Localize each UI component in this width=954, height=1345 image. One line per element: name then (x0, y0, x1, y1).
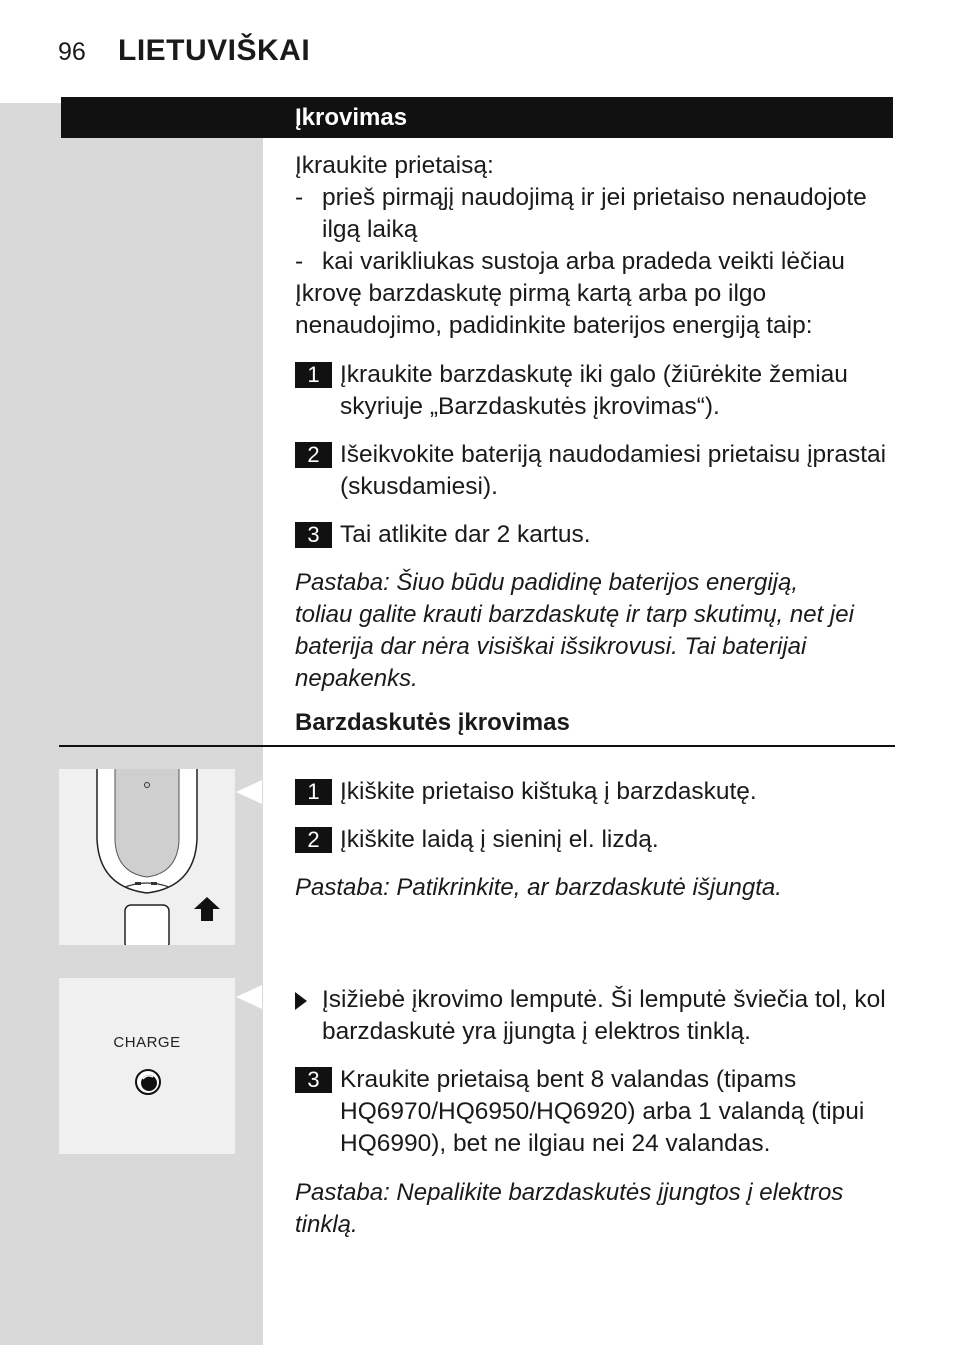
bullet-item: Įsižiebė įkrovimo lemputė. Ši lemputė šviečia tol, kol barzdaskutė yra įjungta į elektros tinklą. (295, 984, 905, 1048)
charge-light-illustration (59, 978, 235, 1154)
note-b-block (295, 872, 905, 904)
dash-item: - kai varikliukas sustoja arba pradeda veikti lėčiau (295, 248, 845, 275)
section-title: Įkrovimas (295, 104, 408, 131)
bullet-block (295, 984, 905, 1048)
step-number: 2 (295, 827, 332, 853)
page-number: 96 (58, 38, 86, 66)
step-number: 1 (295, 362, 332, 388)
steps-b (295, 824, 905, 856)
step-c-block (295, 1064, 905, 1160)
intro-paragraph: Įkrovę barzdaskutę pirmą kartą arba po ilgo nenaudojimo, padidinkite baterijos energiją taip: (295, 280, 813, 339)
callout-pointer (236, 780, 262, 804)
steps-a (295, 519, 905, 551)
intro-line: Įkraukite prietaisą: (295, 152, 494, 179)
charge-light-icon (59, 978, 235, 1154)
steps-a (295, 359, 905, 423)
step-number: 2 (295, 442, 332, 468)
shaver-plug-illustration (59, 769, 235, 945)
note-c-block (295, 1177, 865, 1241)
step-number: 1 (295, 779, 332, 805)
left-margin-column (0, 103, 263, 1345)
note-text: Pastaba: Šiuo būdu padidinę baterijos energiją, toliau galite krauti barzdaskutę ir tarp skutimų, net jei baterija dar nėra visiškai išsikrovusi. Tai baterijai nepakenks. (295, 569, 854, 692)
subsection-title: Barzdaskutės įkrovimas (295, 709, 570, 736)
section-divider (59, 745, 895, 747)
shaver-plug-drawing (59, 769, 235, 945)
steps-a (295, 439, 905, 503)
callout-pointer (236, 985, 262, 1009)
step-item: 1 Įkraukite barzdaskutę iki galo (žiūrėkite žemiau skyriuje „Barzdaskutės įkrovimas“). (295, 359, 905, 423)
section-header-bar (61, 97, 893, 138)
step-number: 3 (295, 522, 332, 548)
note-a-block (295, 567, 855, 695)
step-item: 1 Įkiškite prietaiso kištuką į barzdaskutę. (295, 776, 905, 808)
intro-block (295, 150, 905, 342)
step-item: 3 Tai atlikite dar 2 kartus. (295, 519, 905, 551)
steps-b (295, 776, 905, 808)
note-text: Pastaba: Nepalikite barzdaskutės įjungtos į elektros tinklą. (295, 1179, 844, 1238)
step-item: 2 Išeikvokite bateriją naudodamiesi prietaisu įprastai (skusdamiesi). (295, 439, 905, 503)
dash-item: - prieš pirmąjį naudojimą ir jei prietaiso nenaudojote ilgą laiką (295, 184, 867, 243)
step-item: 3 Kraukite prietaisą bent 8 valandas (tipams HQ6970/HQ6950/HQ6920) arba 1 valandą (tipui HQ6990), bet ne ilgiau nei 24 valandas. (295, 1064, 905, 1160)
bullet-triangle-icon (295, 992, 307, 1010)
step-number: 3 (295, 1067, 332, 1093)
step-item: 2 Įkiškite laidą į sieninį el. lizdą. (295, 824, 905, 856)
language-heading: LIETUVIŠKAI (118, 34, 311, 67)
note-text: Pastaba: Patikrinkite, ar barzdaskutė išjungta. (295, 874, 782, 901)
charge-label: CHARGE (113, 1034, 181, 1051)
